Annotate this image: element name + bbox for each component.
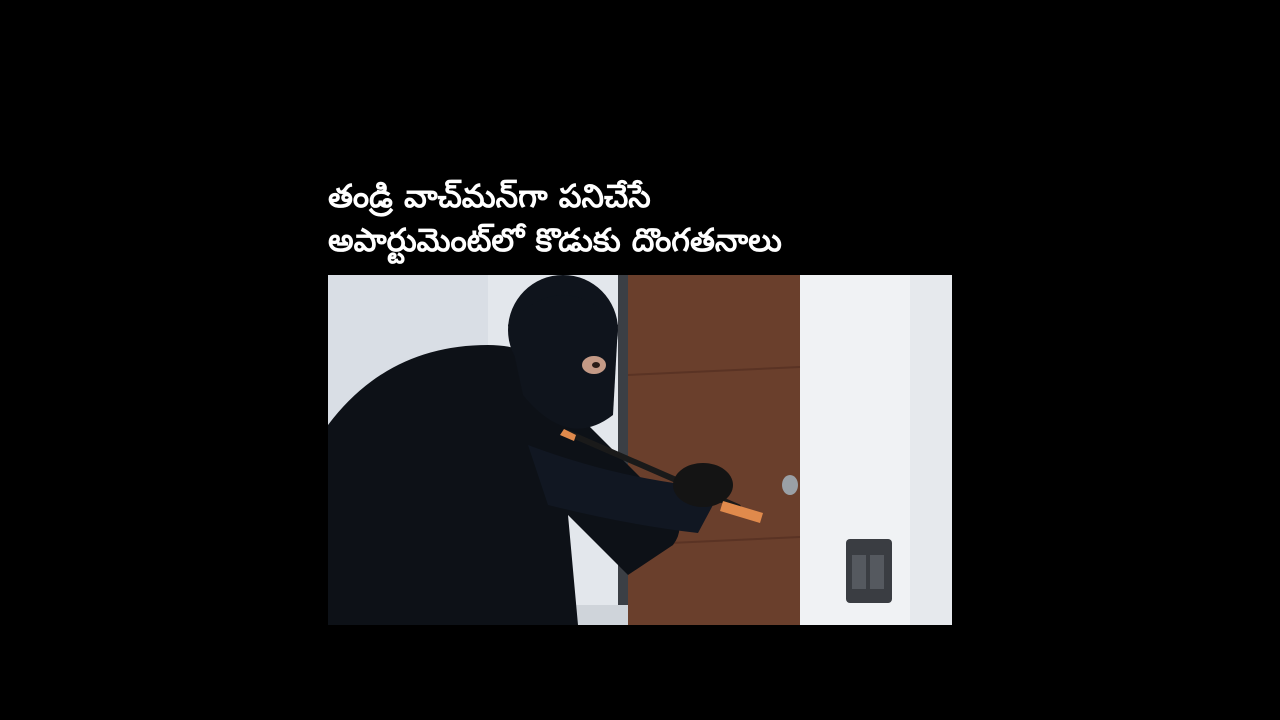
door	[628, 275, 800, 625]
door-handle	[782, 475, 798, 495]
article-headline[interactable]	[328, 174, 952, 262]
article-photo[interactable]	[328, 275, 952, 625]
headline-line-2: అపార్టుమెంట్‌లో కొడుకు దొంగతనాలు	[328, 221, 782, 259]
burglar-illustration	[328, 275, 952, 625]
headline-line-1: తండ్రి వాచ్‌మన్‌గా పనిచేసే	[328, 177, 651, 215]
gloved-hand	[673, 463, 733, 507]
